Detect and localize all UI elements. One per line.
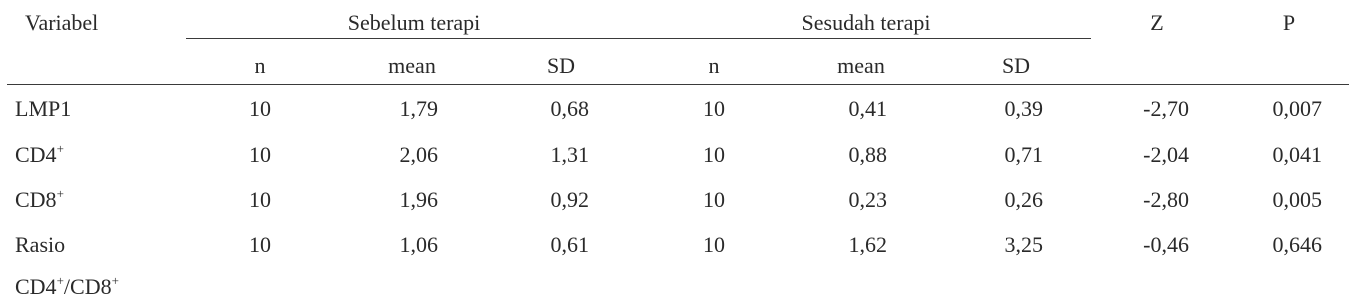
cell-mean-after: 1,62 <box>848 232 887 257</box>
cell-n-before: 10 <box>249 187 271 212</box>
row-variable <box>15 234 65 256</box>
cell-n-before: 10 <box>249 232 271 257</box>
cell-z: -2,70 <box>1143 96 1189 121</box>
header-p: P <box>1282 10 1296 35</box>
cell-sd-before: 0,92 <box>550 187 589 212</box>
cell-n-after: 10 <box>703 96 725 121</box>
cell-p: 0,005 <box>1272 187 1322 212</box>
row-variable <box>15 186 64 212</box>
header-variabel: Variabel <box>25 10 99 35</box>
ratio-numerator: CD4 <box>15 274 57 299</box>
cell-p: 0,041 <box>1272 142 1322 167</box>
header-sesudah-terapi: Sesudah terapi <box>801 10 931 35</box>
cell-n-after: 10 <box>703 187 725 212</box>
cell-sd-before: 1,31 <box>550 142 589 167</box>
cell-sd-after: 0,39 <box>1004 96 1043 121</box>
subheader-mean-before: mean <box>388 53 436 78</box>
ratio-separator: / <box>63 274 71 299</box>
cell-mean-after: 0,41 <box>848 96 887 121</box>
cell-mean-before: 1,79 <box>399 96 438 121</box>
ratio-denominator: CD8 <box>70 274 112 299</box>
cell-z: -2,80 <box>1143 187 1189 212</box>
cell-sd-before: 0,68 <box>550 96 589 121</box>
subheader-sd-before: SD <box>546 53 576 78</box>
ratio-denominator-sup: + <box>111 273 119 288</box>
subheader-mean-after: mean <box>837 53 885 78</box>
cell-n-after: 10 <box>703 232 725 257</box>
cell-z: -0,46 <box>1143 232 1189 257</box>
cell-n-before: 10 <box>249 142 271 167</box>
subheader-n-before: n <box>254 53 266 78</box>
subheader-sd-after: SD <box>1001 53 1031 78</box>
row-variable <box>15 141 64 167</box>
cell-z: -2,04 <box>1143 142 1189 167</box>
cell-sd-after: 0,71 <box>1004 142 1043 167</box>
variable-sup: + <box>56 141 64 156</box>
group-header-rule <box>186 38 1091 39</box>
cell-sd-before: 0,61 <box>550 232 589 257</box>
subheader-n-after: n <box>708 53 720 78</box>
cell-sd-after: 3,25 <box>1004 232 1043 257</box>
cell-mean-after: 0,23 <box>848 187 887 212</box>
cell-mean-after: 0,88 <box>848 142 887 167</box>
cell-n-before: 10 <box>249 96 271 121</box>
row-variable <box>15 98 71 120</box>
cell-p: 0,646 <box>1272 232 1322 257</box>
variable-name: LMP1 <box>15 96 72 121</box>
header-z: Z <box>1150 10 1164 35</box>
variable-name: CD8 <box>15 187 57 212</box>
cell-mean-before: 1,06 <box>399 232 438 257</box>
row-variable-continuation <box>15 273 119 299</box>
cell-mean-before: 1,96 <box>399 187 438 212</box>
cell-n-after: 10 <box>703 142 725 167</box>
ratio-numerator-sup: + <box>56 273 64 288</box>
cell-p: 0,007 <box>1272 96 1322 121</box>
header-bottom-rule <box>7 84 1349 85</box>
header-sebelum-terapi: Sebelum terapi <box>347 10 481 35</box>
cell-sd-after: 0,26 <box>1004 187 1043 212</box>
cell-mean-before: 2,06 <box>399 142 438 167</box>
variable-sup: + <box>56 186 64 201</box>
variable-name: Rasio <box>15 232 66 257</box>
variable-name: CD4 <box>15 142 57 167</box>
